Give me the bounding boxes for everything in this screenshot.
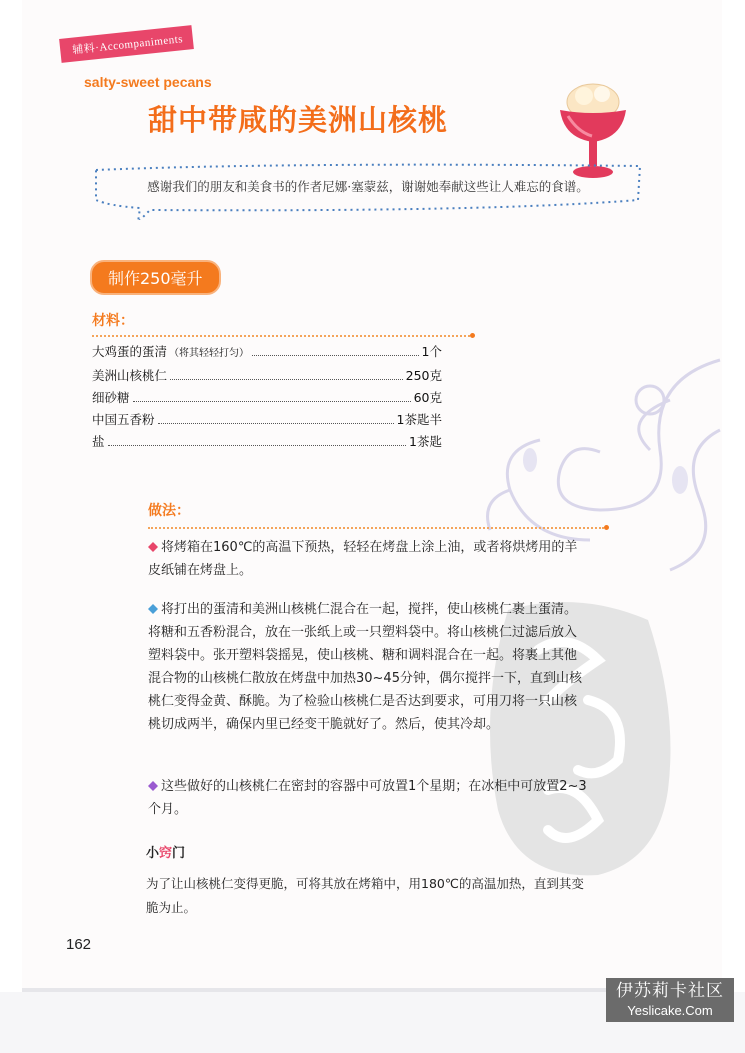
- method-step-2: [148, 598, 588, 736]
- dot-leader: [252, 355, 419, 356]
- ingredient-qty: 60克: [413, 390, 442, 405]
- tip-heading-char-3: 门: [172, 846, 186, 861]
- ingredient-row: [92, 409, 442, 431]
- dot-leader: [108, 445, 407, 446]
- ingredient-qty: 1茶匙半: [396, 412, 442, 427]
- ingredient-name: 中国五香粉: [92, 412, 155, 427]
- tip-heading-char-2: 窍: [159, 846, 173, 861]
- ingredient-row: [92, 387, 442, 409]
- ingredient-name: 美洲山核桃仁: [92, 368, 168, 383]
- ingredients-divider: [92, 335, 470, 337]
- divider-dot: [470, 333, 475, 338]
- step-2-icon: [148, 604, 158, 614]
- divider-dot: [604, 525, 609, 530]
- ingredients-heading: 材料：: [92, 313, 134, 329]
- dot-leader: [158, 423, 394, 424]
- tip-text: 为了让山核桃仁变得更脆，可将其放在烤箱中，用180℃的高温加热，直到其变脆为止。: [146, 876, 584, 915]
- site-watermark: [606, 978, 734, 1022]
- recipe-title: 甜中带咸的美洲山核桃: [148, 103, 449, 137]
- watermark-line-2: Yeslicake.Com: [627, 1003, 713, 1018]
- ingredient-qty: 250克: [405, 368, 442, 383]
- tip-heading-char-1: 小: [146, 846, 160, 861]
- ingredient-name: 盐: [92, 434, 105, 449]
- recipe-subtitle-en: salty-sweet pecans: [84, 74, 212, 90]
- ingredient-list: [92, 341, 442, 453]
- ingredient-name: 大鸡蛋的蛋清: [92, 344, 168, 359]
- ingredient-qty: 1个: [421, 344, 442, 359]
- step-text: 将烤箱在160℃的高温下预热，轻轻在烤盘上涂上油，或者将烘烤用的羊皮纸铺在烤盘上。: [148, 540, 578, 578]
- section-tab: 辅料·Accompaniments: [59, 25, 194, 63]
- step-text: 这些做好的山核桃仁在密封的容器中可放置1个星期；在冰柜中可放置2~3个月。: [148, 779, 587, 817]
- watermark-line-1: 伊苏莉卡社区: [616, 981, 724, 1000]
- ingredient-qty: 1茶匙: [409, 434, 442, 449]
- tip-heading: [146, 842, 185, 861]
- ingredient-name: 细砂糖: [92, 390, 130, 405]
- ingredient-row: [92, 365, 442, 387]
- dot-leader: [133, 401, 411, 402]
- ingredient-row: [92, 431, 442, 453]
- dot-leader: [170, 379, 403, 380]
- thanks-text: 感谢我们的朋友和美食书的作者尼娜·塞蒙兹，谢谢她奉献这些让人难忘的食谱。: [147, 179, 589, 194]
- step-3-icon: [148, 781, 158, 791]
- step-1-icon: [148, 542, 158, 552]
- method-step-1: [148, 536, 588, 582]
- method-divider: [148, 527, 604, 529]
- yield-badge: 制作250毫升: [90, 260, 221, 295]
- method-heading: 做法：: [148, 503, 190, 519]
- ingredient-row: [92, 341, 442, 365]
- ingredient-note: （将其轻轻打匀）: [169, 348, 250, 359]
- page-number: 162: [66, 936, 92, 953]
- thanks-note: [90, 160, 646, 220]
- method-step-3: [148, 775, 588, 821]
- step-text: 将打出的蛋清和美洲山核桃仁混合在一起，搅拌，使山核桃仁裹上蛋清。将糖和五香粉混合，放在一张纸上或一只塑料袋中。将山核桃仁过滤后放入塑料袋中。张开塑料袋摇晃，使山核桃、糖和调料混合在一起。将裹上其他混合物的山核桃仁散放在烤盘中加热30~45分钟，偶尔搅拌一下，直到山核桃仁变得金黄、酥脆。为了检验山核桃仁是否达到要求，可用刀将一只山核桃切成两半，确保内里已经变干脆就好了。然后，使其冷却。: [148, 602, 582, 732]
